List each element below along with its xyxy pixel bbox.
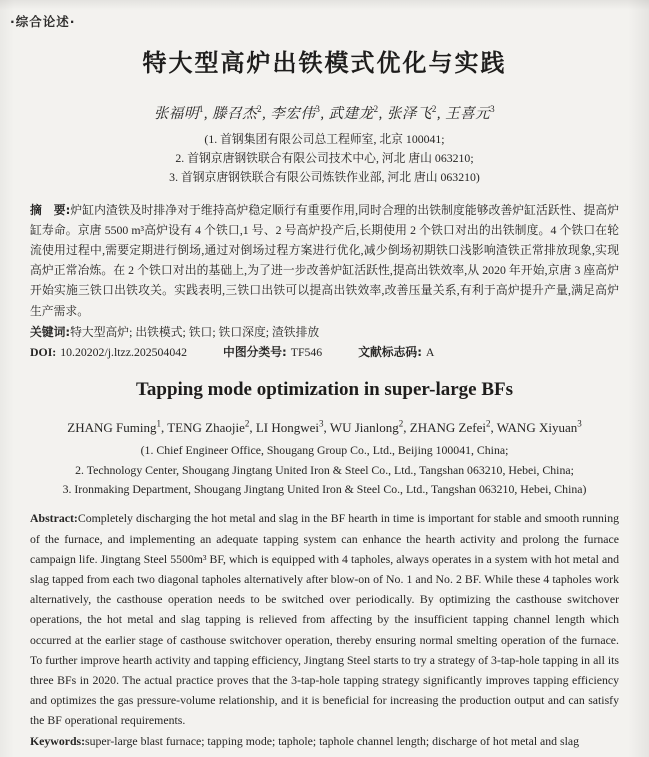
author-superscript: 3 <box>319 418 324 429</box>
en-author: WANG Xiyuan$^3$ <box>496 418 582 436</box>
cn-author: 滕召杰$^2$, <box>212 104 271 122</box>
author-superscript: 2 <box>373 104 379 115</box>
author-superscript: 2 <box>485 418 491 429</box>
cn-keywords-line <box>30 322 619 342</box>
en-author: ZHANG Zefei$^2$, <box>409 418 497 436</box>
section-label: ·综合论述· <box>10 14 76 29</box>
doi-line <box>30 342 619 362</box>
cn-author: 武建龙$^2$, <box>328 104 387 122</box>
en-author: LI Hongwei$^3$, <box>255 418 330 436</box>
author-superscript: 3 <box>577 418 582 429</box>
en-author: TENG Zhaojie$^2$, <box>167 418 256 436</box>
en-paper-title: Tapping mode optimization in super-large BFs <box>135 379 514 401</box>
doc-code-value: A <box>425 345 435 360</box>
author-superscript: 2 <box>431 104 437 115</box>
en-author: WU Jianlong$^2$, <box>329 418 410 436</box>
doi-value: 10.20202/j.ltzz.202504042 <box>60 345 188 360</box>
en-affiliations <box>30 441 619 499</box>
author-superscript: 3 <box>490 104 496 115</box>
cn-author-line <box>30 104 619 124</box>
doc-code-label: 文献标志码: <box>358 345 422 360</box>
author-superscript: 3 <box>315 104 321 115</box>
author-superscript: 2 <box>257 104 263 115</box>
en-abstract-text: Completely discharging the hot metal and slag in the BF hearth in time is important for stable and smooth running of the furnace, and implementing an adequate tapping system can enhance the hearth activity and prolong the furnace campaign life. Jingtang Steel 5500m³ BF, which is equipped with 4 tapholes, always operates in a system with hot metal and slag tapped from each two diagonal tapholes alternatively after blow-on of No. 1 and No. 2 BF. While these 4 tapholes work alternatively, the casthouse operation needs to be switched over periodically. By optimizing the casthouse switchover operations, the hot metal and slag tapping is relieved from affecting by the insufficient tapping channel length which occurred at the earlier stage of casthouse switchover operation, thereby ensuring normal smelting operation of the furnace. To further improve hearth activity and tapping efficiency, Jingtang Steel starts to try a strategy of 3-tap-hole tapping in all its three BFs in 2020. The actual practice proves that the 3-tap-hole tapping strategy significantly improves tapping efficiency and optimizes the gas pressure-volume relationship, and it is beneficial for increasing the production output and can satisfy the BF operational requirements. <box>30 511 619 728</box>
en-affiliation-3: 3. Ironmaking Department, Shougang Jingtang United Iron & Steel Co., Ltd., Tangshan 063210, Hebei, China) <box>62 482 587 497</box>
en-keywords-label: Keywords: <box>30 733 86 748</box>
cn-keywords-text: 特大型高炉; 出铁模式; 铁口; 铁口深度; 渣铁排放 <box>70 324 320 339</box>
author-superscript: 1 <box>156 418 161 429</box>
author-superscript: 2 <box>398 418 404 429</box>
cn-affiliation-1: (1. 首钢集团有限公司总工程师室, 北京 100041; <box>204 132 445 146</box>
cn-abstract-label: 摘 要: <box>30 202 71 217</box>
en-affiliation-2: 2. Technology Center, Shougang Jingtang United Iron & Steel Co., Ltd., Tangshan 063210, Hebei, China; <box>75 462 574 477</box>
cn-author: 李宏伟$^3$, <box>270 104 329 122</box>
author-superscript: 1 <box>198 104 204 115</box>
cn-author: 张福明$^1$, <box>153 104 213 122</box>
cn-author: 王喜元$^3$ <box>445 104 496 122</box>
en-author-line <box>30 418 619 438</box>
cn-paper-title: 特大型高炉出铁模式优化与实践 <box>142 49 507 77</box>
en-affiliation-1: (1. Chief Engineer Office, Shougang Group Co., Ltd., Beijing 100041, China; <box>140 443 509 458</box>
clc-value: TF546 <box>290 345 323 360</box>
cn-abstract-text: 炉缸内渣铁及时排净对于维持高炉稳定顺行有重要作用,同时合理的出铁制度能够改善炉缸活跃性、提高炉缸寿命。京唐 5500 m³高炉设有 4 个铁口,1 号、2 号高炉投产后,长期使用 2 个铁口对出的出铁制度。4 个铁口在轮流使用过程中,需要定期进行倒场,通过对倒场过程方案进行优化,减少倒场初期铁口浅影响渣铁正常排放现象,实现高炉正常冶炼。在 2 个铁口对出的基础上,为了进一步改善炉缸活跃性,提高出铁效率,从 2020 年开始,京唐 3 座高炉开始实施三铁口出铁攻关。实践表明,三铁口出铁可以提高出铁效率,改善压量关系,有利于高炉提升产量,满足高炉生产需求。 <box>30 202 620 318</box>
cn-affiliations <box>30 130 619 188</box>
en-keywords-line <box>30 731 619 751</box>
cn-author: 张泽飞$^2$, <box>386 104 446 122</box>
en-keywords-text: super-large blast furnace; tapping mode; taphole; taphole channel length; discharge of hot metal and slag <box>85 733 580 748</box>
cn-affiliation-3: 3. 首钢京唐钢铁联合有限公司炼铁作业部, 河北 唐山 063210) <box>169 170 480 185</box>
en-abstract <box>30 508 619 730</box>
cn-keywords-label: 关键词: <box>30 324 71 339</box>
doi-label: DOI: <box>30 345 57 360</box>
cn-abstract <box>30 200 619 321</box>
author-superscript: 2 <box>244 418 250 429</box>
clc-label: 中图分类号: <box>223 345 287 360</box>
en-abstract-label: Abstract: <box>30 511 78 526</box>
en-author: ZHANG Fuming$^1$, <box>67 418 168 436</box>
cn-affiliation-2: 2. 首钢京唐钢铁联合有限公司技术中心, 河北 唐山 063210; <box>175 151 474 166</box>
